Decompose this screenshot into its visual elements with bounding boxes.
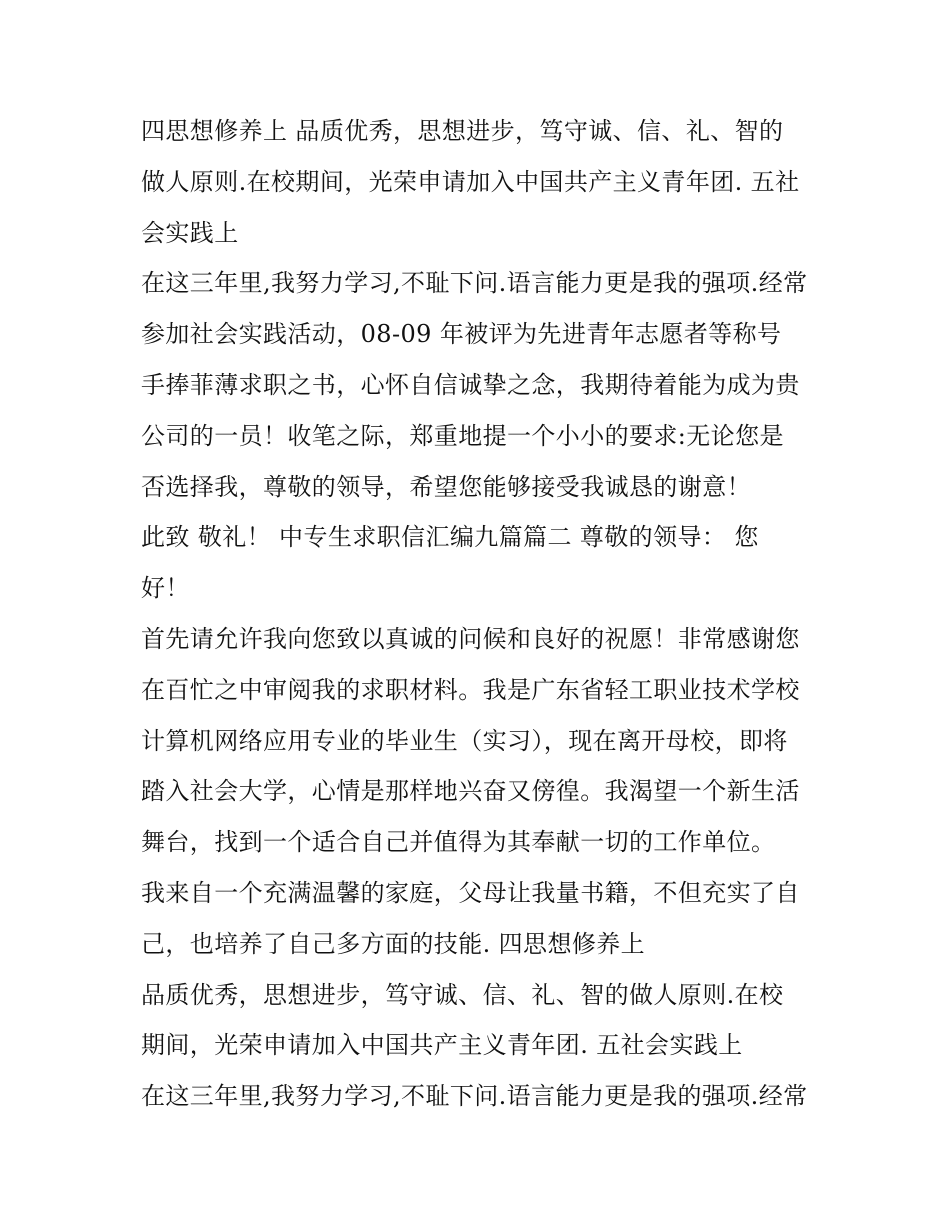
text-line: 己，也培养了自己多方面的技能. 四思想修养上 xyxy=(141,929,646,958)
text-line: 在这三年里,我努力学习,不耻下问.语言能力更是我的强项.经常 xyxy=(141,269,808,298)
text-line: 踏入社会大学，心情是那样地兴奋又傍徨。我渴望一个新生活 xyxy=(141,777,800,806)
document-body xyxy=(141,106,831,1122)
text-line: 会实践上 xyxy=(141,218,239,247)
text-line: 在这三年里,我努力学习,不耻下问.语言能力更是我的强项.经常 xyxy=(141,1082,808,1111)
text-line: 在百忙之中审阅我的求职材料。我是广东省轻工职业技术学校 xyxy=(141,675,800,704)
text-line: 计算机网络应用专业的毕业生（实习），现在离开母校，即将 xyxy=(141,726,788,755)
text-line: 舞台，找到一个适合自己并值得为其奉献一切的工作单位。 xyxy=(141,828,776,857)
text-line: 此致 敬礼！ 中专生求职信汇编九篇篇二 尊敬的领导： 您 xyxy=(141,523,759,552)
text-line: 四思想修养上 品质优秀，思想进步，笃守诚、信、礼、智的 xyxy=(141,117,784,145)
text-line: 手捧菲薄求职之书，心怀自信诚挚之念，我期待着能为成为贵 xyxy=(141,370,800,399)
text-line: 好！ xyxy=(141,574,190,603)
text-line: 公司的一员！收笔之际，郑重地提一个小小的要求:无论您是 xyxy=(141,421,784,450)
text-line: 首先请允许我向您致以真诚的问候和良好的祝愿！非常感谢您 xyxy=(141,624,800,653)
text-line: 品质优秀，思想进步，笃守诚、信、礼、智的做人原则.在校 xyxy=(141,980,784,1009)
text-line: 期间，光荣申请加入中国共产主义青年团. 五社会实践上 xyxy=(141,1031,743,1060)
text-line: 否选择我，尊敬的领导，希望您能够接受我诚恳的谢意！ xyxy=(141,472,751,501)
text-line: 我来自一个充满温馨的家庭，父母让我量书籍，不但充实了自 xyxy=(141,878,800,907)
text-line: 参加社会实践活动，08-09 年被评为先进青年志愿者等称号 xyxy=(141,320,782,349)
text-line: 做人原则.在校期间，光荣申请加入中国共产主义青年团. 五社 xyxy=(141,167,800,196)
